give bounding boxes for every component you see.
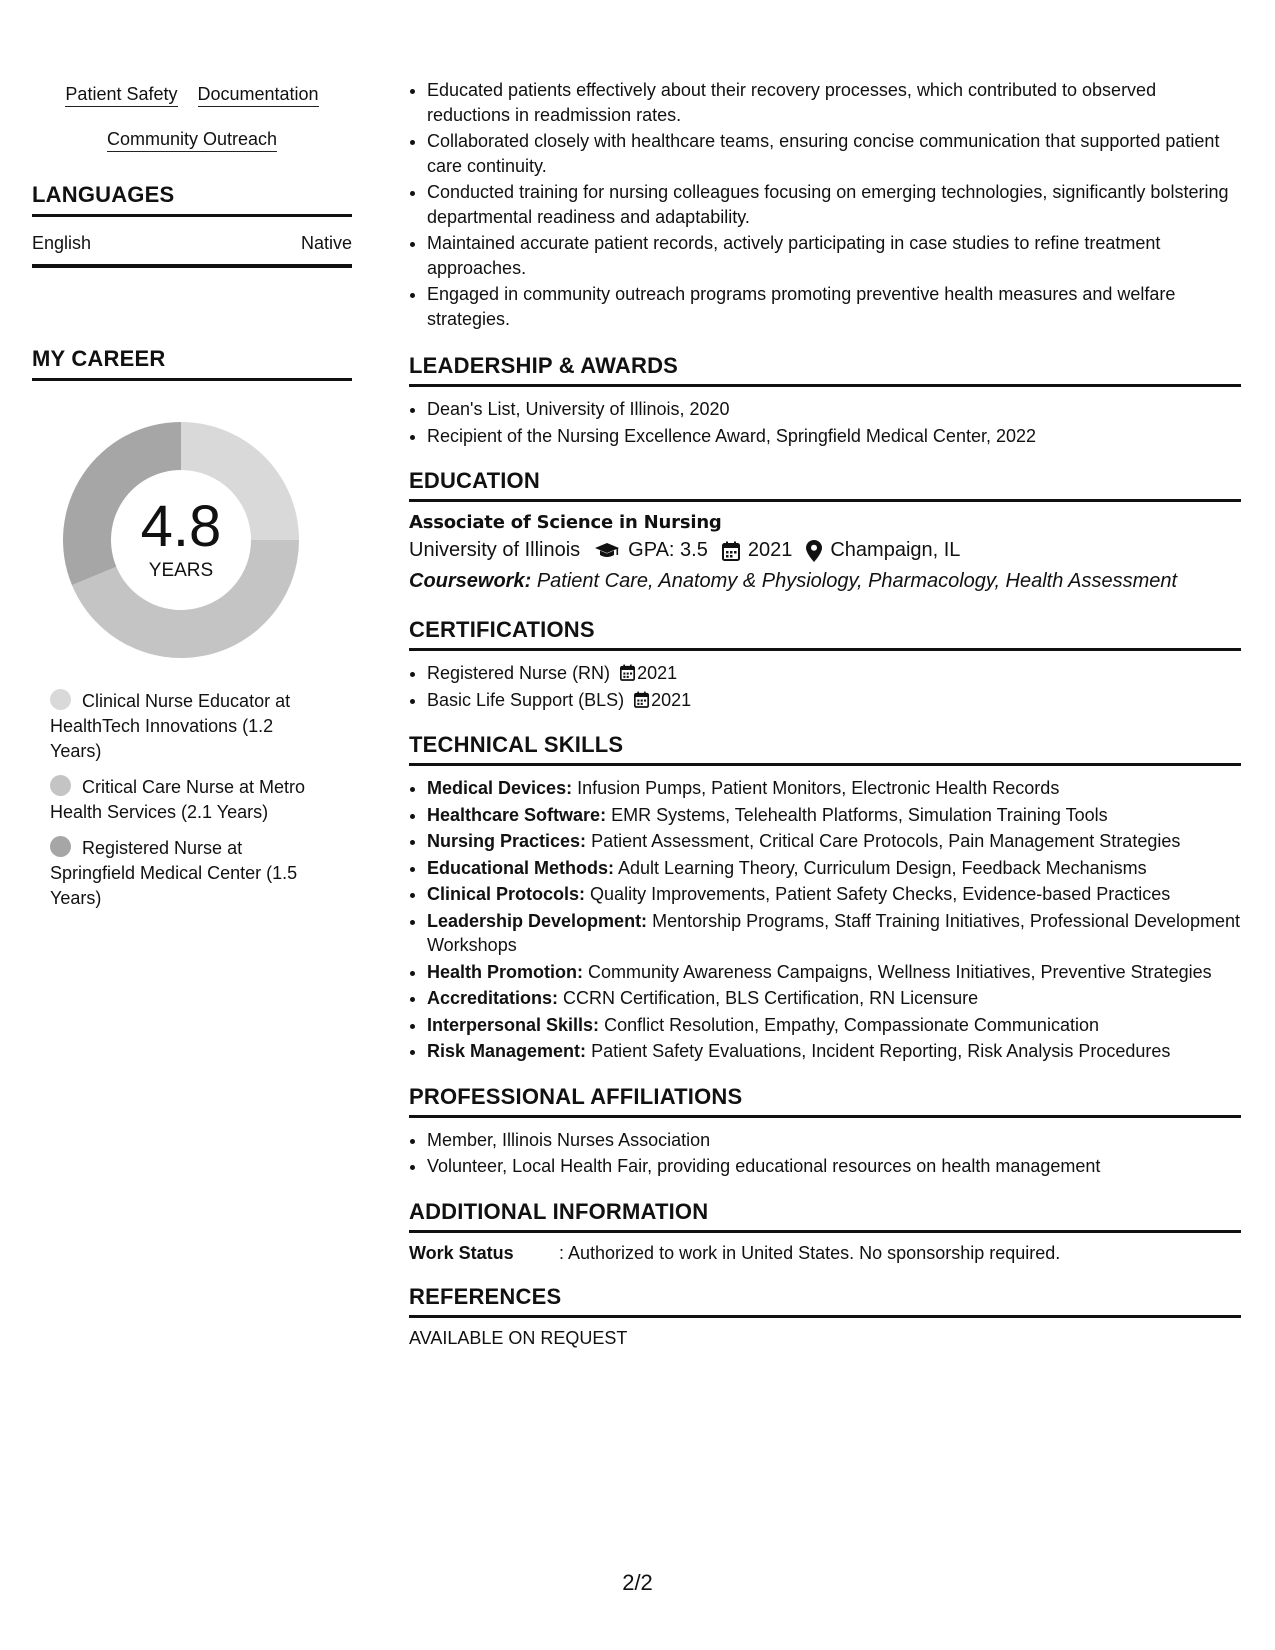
skill-item (427, 1013, 1241, 1038)
career-legend (32, 689, 320, 911)
skill-label: Medical Devices: (427, 778, 573, 798)
education-coursework (409, 570, 1241, 593)
skill-item (427, 1039, 1241, 1064)
coursework-value: Patient Care, Anatomy & Physiology, Pharmacology, Health Assessment (536, 570, 1178, 592)
left-column (32, 84, 352, 922)
skill-value: Adult Learning Theory, Curriculum Design, Feedback Mechanisms (618, 857, 1147, 878)
skill-label: Health Promotion: (427, 961, 583, 982)
education-details (409, 539, 1241, 562)
certification-item (427, 661, 1241, 686)
affiliation-item: • Member, Illinois Nurses Association (427, 1128, 1241, 1153)
calendar-icon (620, 664, 635, 681)
languages-section (32, 182, 352, 268)
languages-heading: LANGUAGES (32, 182, 352, 217)
skill-tag: Patient Safety (65, 84, 177, 107)
legend-item (50, 775, 320, 825)
experience-bullet: • Conducted training for nursing colleagues focusing on emerging technologies, significantly bolstering departmental readiness and adaptability. (427, 180, 1241, 229)
graduation-cap-icon (594, 542, 620, 560)
language-level: Native (300, 233, 352, 253)
career-section (32, 346, 352, 911)
skill-tag: Community Outreach (107, 129, 277, 152)
certification-item (427, 688, 1241, 713)
certification-year: 2021 (637, 663, 678, 683)
donut-center (56, 415, 306, 665)
leadership-item: • Recipient of the Nursing Excellence Award, Springfield Medical Center, 2022 (427, 424, 1241, 449)
education-school: University of Illinois (409, 539, 581, 561)
skills-section (409, 732, 1241, 1064)
education-section (409, 468, 1241, 593)
leadership-heading: LEADERSHIP & AWARDS (409, 353, 1241, 387)
certifications-heading: CERTIFICATIONS (409, 617, 1241, 651)
skill-value: CCRN Certification, BLS Certification, RN Licensure (563, 988, 979, 1008)
coursework-label: Coursework: (409, 570, 532, 592)
education-year: 2021 (747, 539, 793, 561)
additional-section (409, 1199, 1241, 1264)
leadership-section (409, 353, 1241, 448)
calendar-icon (634, 691, 649, 708)
references-text: AVAILABLE ON REQUEST (409, 1327, 628, 1348)
language-row (32, 217, 352, 268)
education-heading: EDUCATION (409, 468, 1241, 502)
skill-value: Conflict Resolution, Empathy, Compassionate Communication (604, 1014, 1099, 1035)
experience-bullets (409, 78, 1241, 331)
calendar-icon (722, 541, 740, 561)
certification-year: 2021 (651, 689, 692, 710)
skill-label: Educational Methods: (427, 857, 615, 878)
experience-bullet: • Educated patients effectively about their recovery processes, which contributed to observed reductions in readmission rates. (427, 78, 1241, 127)
legend-dot (50, 836, 71, 857)
legend-item (50, 836, 320, 911)
skill-label: Clinical Protocols: (427, 884, 586, 904)
skill-item (427, 803, 1241, 828)
affiliations-section (409, 1084, 1241, 1179)
work-status-value: : Authorized to work in United States. No sponsorship required. (559, 1242, 1061, 1263)
work-status-row (409, 1243, 1241, 1264)
skill-label: Leadership Development: (427, 910, 648, 931)
certifications-section (409, 617, 1241, 712)
legend-label: Critical Care Nurse at Metro Health Services (2.1 Years) (50, 777, 306, 822)
skill-label: Accreditations: (427, 988, 559, 1008)
affiliations-list (409, 1128, 1241, 1179)
skill-item (427, 909, 1241, 958)
skill-item (427, 882, 1241, 907)
career-total-unit: YEARS (148, 560, 214, 581)
education-gpa: GPA: 3.5 (628, 539, 708, 561)
skill-item (427, 829, 1241, 854)
legend-dot (50, 689, 71, 710)
references-heading: REFERENCES (409, 1284, 1241, 1318)
right-column (409, 78, 1241, 1349)
skill-value: Quality Improvements, Patient Safety Checks, Evidence-based Practices (590, 884, 1171, 904)
skill-item (427, 986, 1241, 1011)
additional-heading: ADDITIONAL INFORMATION (409, 1199, 1241, 1233)
references-section (409, 1284, 1241, 1349)
career-heading: MY CAREER (32, 346, 352, 381)
skill-value: Mentorship Programs, Staff Training Initiatives, Professional Development Workshops (427, 910, 1241, 955)
certification-name: Basic Life Support (BLS) (427, 689, 625, 710)
affiliation-item: • Volunteer, Local Health Fair, providing educational resources on health management (427, 1154, 1241, 1179)
skill-label: Interpersonal Skills: (427, 1014, 600, 1035)
skills-list (409, 776, 1241, 1064)
legend-label: Clinical Nurse Educator at HealthTech Innovations (1.2 Years) (50, 691, 291, 761)
skill-label: Healthcare Software: (427, 804, 607, 825)
skill-item (427, 776, 1241, 801)
skill-tag: Documentation (198, 84, 319, 107)
skill-item (427, 856, 1241, 881)
map-marker-icon (806, 540, 822, 562)
legend-label: Registered Nurse at Springfield Medical Center (1.5 Years) (50, 838, 298, 908)
skill-value: Community Awareness Campaigns, Wellness Initiatives, Preventive Strategies (588, 961, 1212, 982)
skill-item (427, 960, 1241, 985)
experience-bullet: • Engaged in community outreach programs promoting preventive health measures and welfare strategies. (427, 282, 1241, 331)
experience-bullet: • Maintained accurate patient records, actively participating in case studies to refine treatment approaches. (427, 231, 1241, 280)
legend-item (50, 689, 320, 764)
certification-name: Registered Nurse (RN) (427, 663, 611, 683)
legend-dot (50, 775, 71, 796)
skill-value: Patient Safety Evaluations, Incident Reporting, Risk Analysis Procedures (591, 1041, 1171, 1061)
skill-tag-row (32, 129, 352, 152)
skill-label: Nursing Practices: (427, 831, 587, 851)
education-location: Champaign, IL (830, 539, 961, 561)
education-degree: Associate of Science in Nursing (409, 512, 722, 533)
skill-value: Infusion Pumps, Patient Monitors, Electronic Health Records (577, 778, 1060, 798)
skill-label: Risk Management: (427, 1041, 587, 1061)
skills-heading: TECHNICAL SKILLS (409, 732, 1241, 766)
affiliations-heading: PROFESSIONAL AFFILIATIONS (409, 1084, 1241, 1118)
career-donut-chart (56, 415, 306, 665)
skill-value: Patient Assessment, Critical Care Protocols, Pain Management Strategies (591, 831, 1181, 851)
certifications-list (409, 661, 1241, 712)
language-name: English (32, 233, 92, 253)
skill-tags (32, 84, 352, 152)
leadership-item: • Dean's List, University of Illinois, 2020 (427, 397, 1241, 422)
page-number: 2/2 (622, 1570, 653, 1595)
leadership-list (409, 397, 1241, 448)
skill-tag-row (32, 84, 352, 107)
skill-value: EMR Systems, Telehealth Platforms, Simulation Training Tools (611, 804, 1108, 825)
experience-bullet: • Collaborated closely with healthcare teams, ensuring concise communication that supported patient care continuity. (427, 129, 1241, 178)
career-total-years: 4.8 (140, 494, 222, 559)
work-status-label: Work Status (409, 1242, 514, 1263)
